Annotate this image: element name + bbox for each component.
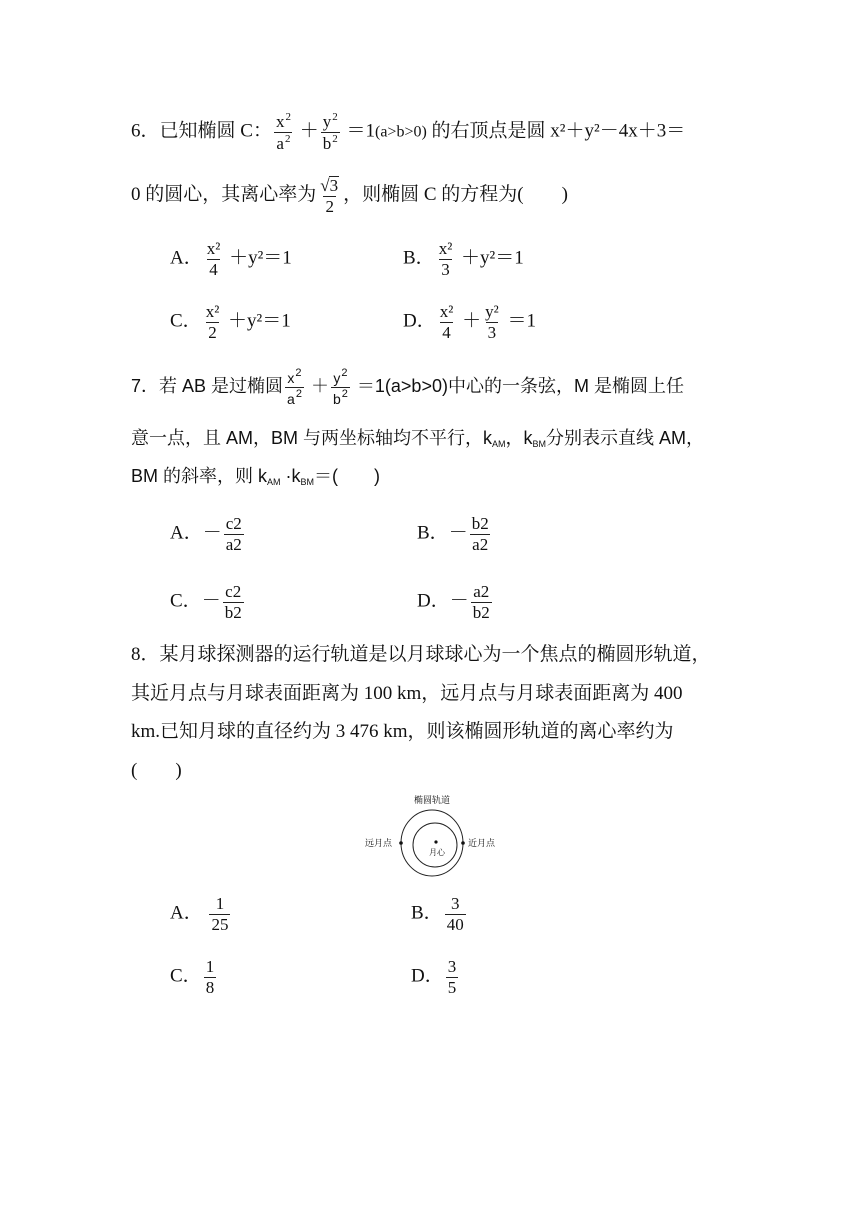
q8-stem-line1: 8．某月球探测器的运行轨道是以月球球心为一个焦点的椭圆形轨道， (131, 644, 711, 665)
q6-number: 6． (131, 120, 160, 142)
q6-plus: ＋ (299, 120, 319, 142)
q7-number: 7． (131, 375, 160, 396)
q8-option-d[interactable]: D． $\frac{3}{5}$ (411, 957, 457, 997)
orbit-ellipse (401, 810, 463, 876)
q6-stem-line2 (131, 176, 568, 216)
apogee-dot (399, 841, 403, 845)
apogee-label: 远月点 (365, 838, 393, 848)
moon-center-label: 月心 (429, 848, 445, 857)
orbit-figure-title: 椭圆轨道 (413, 795, 451, 805)
q8-stem-line3: km.已知月球的直径约为 3 476 km，则该椭圆形轨道的离心率约为 (131, 721, 674, 742)
q7-option-d[interactable]: D．－ $\frac{a2}{b2}$ (417, 582, 490, 622)
q6-eccentricity-fraction: $\frac{√3}{2}$ (320, 176, 339, 216)
q6-option-c[interactable]: C． $\frac{\text{x²}}{2}$ ＋y²＝1 (170, 302, 291, 342)
q8-option-c[interactable]: C． $\frac{1}{8}$ (170, 957, 215, 997)
q6-text-c: 0 的圆心，其离心率为 (131, 184, 317, 206)
q6-option-a[interactable]: A． $\frac{\text{x²}}{4}$ ＋y²＝1 (170, 239, 292, 279)
q6-condition: (a>b>0) (374, 123, 427, 141)
moon-circle (413, 823, 457, 867)
q7-stem-line3: BM 的斜率，则 $k_{AM} \cdot k_{BM}=$( ) (131, 466, 381, 487)
q7-option-b[interactable]: B．－ $\frac{b2}{a2}$ (417, 514, 489, 554)
q6-equals-one: ＝1 (346, 120, 375, 142)
q7-text-b: 中心的一条弦，M 是椭圆上任 (447, 375, 684, 396)
q7-stem-line2: 意一点，且 AM，BM 与两坐标轴均不平行，$k_{AM}$，$k_{BM}$分别表示直线 AM， (131, 428, 705, 449)
q7-x-fraction: $\frac{x^2}{a^2}$ (287, 367, 302, 407)
q7-y-fraction: $\frac{y^2}{b^2}$ (332, 367, 348, 407)
q7-equals-one: ＝1(a>b>0) (356, 375, 448, 396)
q7-option-a[interactable]: A．－ $\frac{c2}{a2}$ (170, 514, 242, 554)
q6-x-fraction: $\frac{x^2}{a^2}$ (275, 111, 291, 153)
q6-text-d: ，则椭圆 C 的方程为( ) (343, 184, 568, 206)
q7-text-a: 若 AB 是过椭圆 (159, 375, 284, 396)
orbit-figure (360, 790, 505, 880)
q6-text-a: 已知椭圆 C： (159, 120, 272, 142)
q8-stem-line4: ( ) (131, 760, 182, 781)
q6-text-b: 的右顶点是圆 x²＋y²－4x＋3＝ (431, 120, 686, 142)
q6-stem-line1 (131, 112, 685, 153)
q8-stem-line2: 其近月点与月球表面距离为 100 km，远月点与月球表面距离为 400 (131, 683, 683, 704)
q8-option-a[interactable]: A． $\frac{1}{25}$ (170, 894, 229, 934)
q8-option-b[interactable]: B． $\frac{3}{40}$ (411, 894, 464, 934)
moon-center-dot (434, 840, 437, 843)
perigee-label: 近月点 (468, 838, 496, 848)
q7-stem-line1: 7．若 AB 是过椭圆 $\frac{x^2}{a^2}$ ＋ $\frac{y^2}{b^2}$ ＝1(a>b>0)中心的一条弦，M 是椭圆上任 (131, 367, 684, 407)
q7-option-c[interactable]: C．－ $\frac{c2}{b2}$ (170, 582, 242, 622)
perigee-dot (461, 841, 465, 845)
q6-option-b[interactable]: B． $\frac{\text{x²}}{3}$ ＋y²＝1 (403, 239, 524, 279)
q6-y-fraction: $\frac{y^2}{b^2}$ (322, 111, 338, 153)
q6-option-d[interactable]: D． $\frac{\text{x²}}{4}$ ＋ $\frac{\text{y²}}{3}$ ＝1 (403, 302, 536, 342)
